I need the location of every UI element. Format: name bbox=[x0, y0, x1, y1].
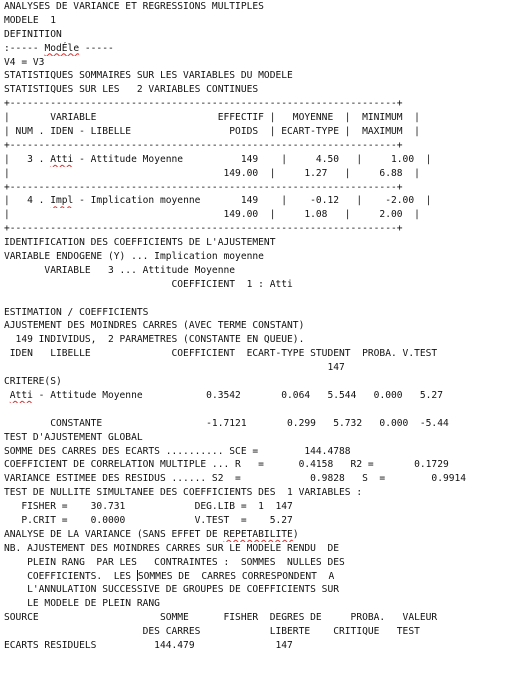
text-line: SOURCE SOMME FISHER DEGRES DE PROBA. VALEUR bbox=[4, 612, 438, 624]
text-line: DEFINITION bbox=[4, 28, 62, 40]
spellcheck-flagged-word: REPETABILITE bbox=[223, 528, 293, 540]
text-line: IDEN LIBELLE COEFFICIENT ECART-TYPE STUDENT PROBA. V.TEST bbox=[4, 348, 438, 360]
text-line: L'ANNULATION SUCCESSIVE DE GROUPES DE COEFFICIENTS SUR bbox=[4, 584, 340, 596]
text-line bbox=[4, 389, 508, 403]
spellcheck-flagged-word: Atti bbox=[50, 153, 74, 165]
text-line: VARIABLE ENDOGENE (Y) ... Implication moyenne bbox=[4, 251, 264, 263]
text-line: ECARTS RESIDUELS 144.479 147 bbox=[4, 639, 293, 651]
text-line: CONSTANTE -1.7121 0.299 5.732 0.000 -5.44 bbox=[4, 417, 449, 429]
text-line: TEST DE NULLITE SIMULTANEE DES COEFFICIENTS DES 1 VARIABLES : bbox=[4, 487, 363, 499]
line-segment: - Implication moyenne 149 | -0.12 | -2.00 | bbox=[73, 195, 432, 207]
text-line: IDENTIFICATION DES COEFFICIENTS DE L'AJUSTEMENT bbox=[4, 237, 276, 249]
text-line: AJUSTEMENT DES MOINDRES CARRES (AVEC TERME CONSTANT) bbox=[4, 320, 305, 332]
text-line: +-------------------------------------------------------------------+ bbox=[4, 139, 403, 151]
text-line: | NUM . IDEN - LIBELLE POIDS | ECART-TYPE | MAXIMUM | bbox=[4, 126, 420, 138]
text-line: ESTIMATION / COEFFICIENTS bbox=[4, 306, 149, 318]
line-segment: - Attitude Moyenne 149 | 4.50 | 1.00 | bbox=[73, 153, 432, 165]
spellcheck-flagged-word: Impl bbox=[50, 195, 74, 207]
text-line: +-------------------------------------------------------------------+ bbox=[4, 181, 403, 193]
line-segment: :----- bbox=[4, 42, 45, 54]
text-line: 147 bbox=[4, 362, 345, 374]
text-line: COEFFICIENT 1 : Atti bbox=[4, 278, 293, 290]
text-line bbox=[4, 528, 508, 542]
text-line: V4 = V3 bbox=[4, 56, 45, 68]
spellcheck-flagged-word: Atti bbox=[9, 389, 33, 401]
text-line bbox=[4, 153, 508, 167]
text-line: STATISTIQUES SOMMAIRES SUR LES VARIABLES DU MODELE bbox=[4, 70, 293, 82]
text-line: SOMME DES CARRES DES ECARTS .......... SCE = 144.4788 bbox=[4, 445, 351, 457]
text-line: 149 INDIVIDUS, 2 PARAMETRES (CONSTANTE EN QUEUE). bbox=[4, 334, 305, 346]
text-line: P.CRIT = 0.0000 V.TEST = 5.27 bbox=[4, 514, 293, 526]
line-segment: | 3 . bbox=[4, 153, 51, 165]
text-line: STATISTIQUES SUR LES 2 VARIABLES CONTINUES bbox=[4, 84, 259, 96]
output-document bbox=[4, 0, 508, 674]
text-line: | 149.00 | 1.27 | 6.88 | bbox=[4, 167, 420, 179]
text-line: | 149.00 | 1.08 | 2.00 | bbox=[4, 209, 420, 221]
text-line: CRITERE(S) bbox=[4, 376, 62, 388]
text-line: DES CARRES LIBERTE CRITIQUE TEST bbox=[4, 626, 420, 638]
line-segment: COEFFICIENTS. LES bbox=[4, 570, 137, 582]
text-line: TEST D'AJUSTEMENT GLOBAL bbox=[4, 431, 143, 443]
text-line: LE MODELE DE PLEIN RANG bbox=[4, 598, 160, 610]
text-line bbox=[4, 42, 508, 56]
text-line: MODELE 1 bbox=[4, 14, 56, 26]
text-line: FISHER = 30.731 DEG.LIB = 1 147 bbox=[4, 501, 293, 513]
text-line: ANALYSES DE VARIANCE ET REGRESSIONS MULTIPLES bbox=[4, 1, 264, 12]
text-line: +-------------------------------------------------------------------+ bbox=[4, 98, 403, 110]
text-line: | VARIABLE EFFECTIF | MOYENNE | MINIMUM | bbox=[4, 112, 420, 124]
text-line: VARIANCE ESTIMEE DES RESIDUS ...... S2 = 0.9828 S = 0.9914 bbox=[4, 473, 467, 485]
line-segment: | 4 . bbox=[4, 195, 51, 207]
text-line: COEFFICIENT DE CORRELATION MULTIPLE ... R = 0.4158 R2 = 0.1729 bbox=[4, 459, 449, 471]
text-line: PLEIN RANG PAR LES CONTRAINTES : SOMMES NULLES DES bbox=[4, 556, 345, 568]
text-line bbox=[4, 403, 508, 417]
text-line bbox=[4, 570, 508, 584]
text-line bbox=[4, 292, 508, 306]
text-line: NB. AJUSTEMENT DES MOINDRES CARRES SUR LE MODELE RENDU DE bbox=[4, 542, 340, 554]
text-line bbox=[4, 194, 508, 208]
text-line: +-------------------------------------------------------------------+ bbox=[4, 223, 403, 235]
line-segment: ANALYSE DE LA VARIANCE (SANS EFFET DE bbox=[4, 528, 224, 540]
line-segment: ----- bbox=[79, 42, 114, 54]
line-segment: SOMMES DE CARRES CORRESPONDENT A bbox=[137, 570, 335, 582]
line-segment: - Attitude Moyenne 0.3542 0.064 5.544 0.000 5.27 bbox=[32, 389, 443, 401]
line-segment: ) bbox=[292, 528, 299, 540]
text-line: VARIABLE 3 ... Attitude Moyenne bbox=[4, 264, 236, 276]
spellcheck-flagged-word: ModÉle bbox=[44, 42, 80, 54]
